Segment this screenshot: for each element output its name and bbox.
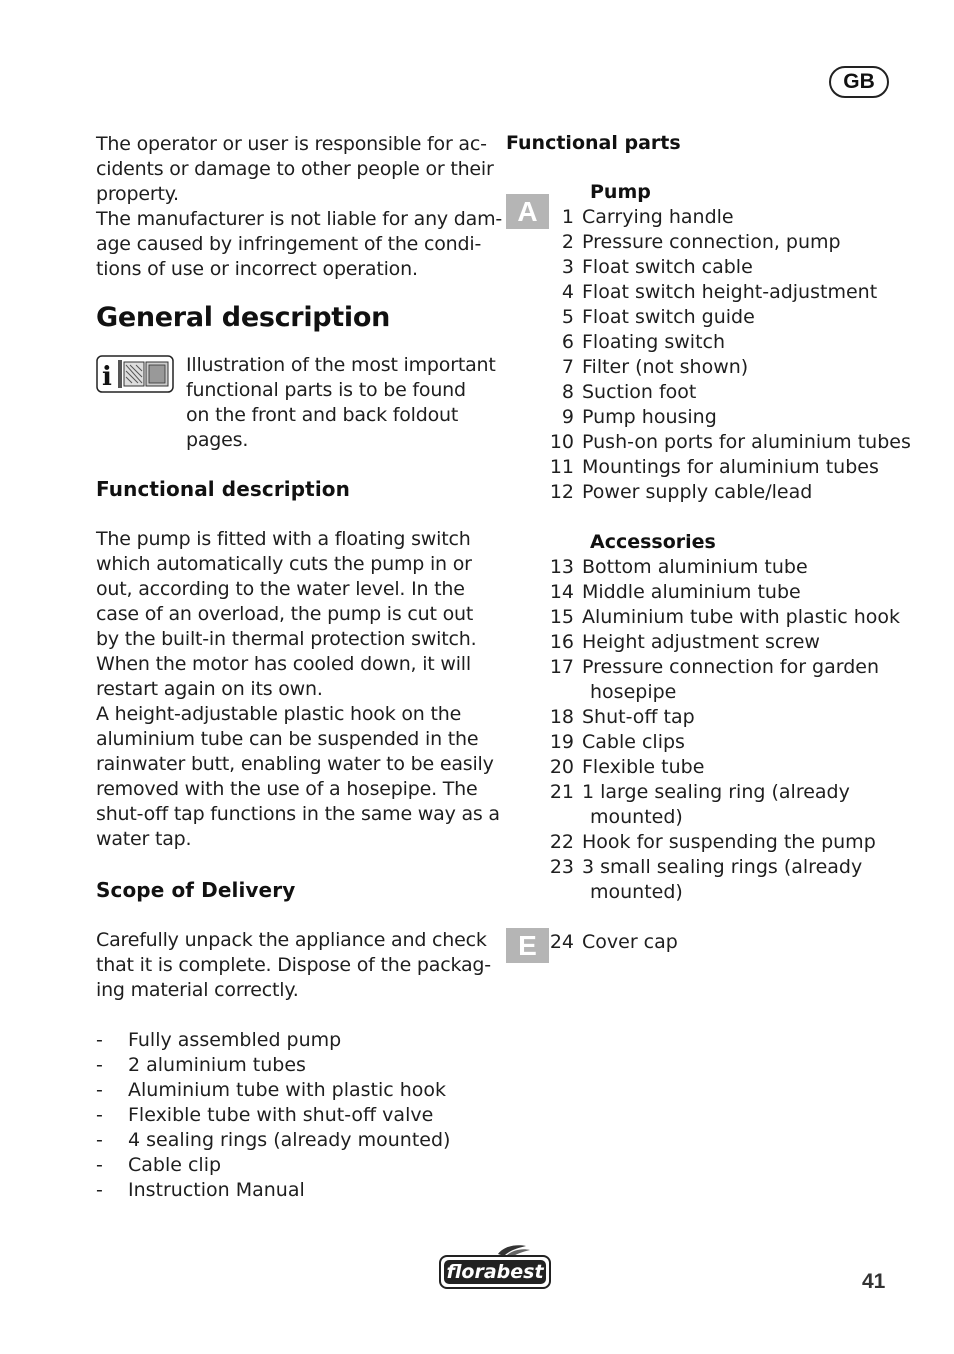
text-line: The pump is fitted with a floating switch [96,528,471,550]
accessories-subheading: Accessories [590,531,716,553]
text-line: removed with the use of a hosepipe. The [96,778,478,800]
list-item: - 4 sealing rings (already mounted) [96,1129,451,1151]
part-row: 23 3 small sealing rings (already [549,856,863,878]
svg-text:i: i [102,362,112,392]
text-line: restart again on its own. [96,678,323,700]
part-row-continuation: hosepipe [590,681,677,703]
text-line: tions of use or incorrect operation. [96,258,418,280]
part-row: 21 1 large sealing ring (already [549,781,850,803]
list-item: - Fully assembled pump [96,1029,342,1051]
list-item: - Instruction Manual [96,1179,305,1201]
language-badge: GB [829,66,889,98]
part-row: 22 Hook for suspending the pump [549,831,876,853]
text-line: out, according to the water level. In the [96,578,465,600]
intro-paragraph [96,132,503,282]
info-text [186,353,496,453]
part-row: 4 Float switch height-adjustment [561,281,878,303]
info-note [96,353,496,453]
delivery-items-list [96,1028,481,1203]
part-row: 15 Aluminium tube with plastic hook [549,606,901,628]
part-row: 10 Push-on ports for aluminium tubes [549,431,911,453]
text-line: The manufacturer is not liable for any dam- [96,208,503,230]
part-row-continuation: mounted) [590,806,683,828]
part-row: 1 Carrying handle [561,206,734,228]
text-line: cidents or damage to other people or their [96,158,494,180]
accessories-list [506,530,926,905]
part-row: 18 Shut-off tap [549,706,695,728]
pump-parts-list [506,180,926,505]
functional-description-heading: Functional description [96,477,350,501]
left-column [96,132,503,1203]
text-line: property. [96,183,179,205]
part-row: 13 Bottom aluminium tube [549,556,808,578]
text-line: water tap. [96,828,192,850]
list-item: - Cable clip [96,1154,222,1176]
text-line: ing material correctly. [96,979,299,1001]
scope-of-delivery-text [96,928,491,1003]
part-row: 17 Pressure connection for garden [549,656,880,678]
scope-of-delivery-heading: Scope of Delivery [96,878,296,902]
part-row: 3 Float switch cable [561,256,753,278]
functional-parts-heading: Functional parts [506,132,681,154]
text-line: functional parts is to be found [186,379,466,401]
list-item: - 2 aluminium tubes [96,1054,306,1076]
part-row-continuation: mounted) [590,881,683,903]
text-line: Illustration of the most important [186,354,496,376]
text-line: on the front and back foldout [186,404,459,426]
page-number: 41 [862,1270,886,1293]
text-line: The operator or user is responsible for ac- [96,133,487,155]
section-marker-a: A [506,194,549,229]
part-row: 9 Pump housing [561,406,717,428]
part-row: 7 Filter (not shown) [561,356,749,378]
part-row: 2 Pressure connection, pump [561,231,841,253]
part-row: 20 Flexible tube [549,756,705,778]
part-row: 19 Cable clips [549,731,685,753]
text-line: age caused by infringement of the condi- [96,233,482,255]
part-row: 5 Float switch guide [561,306,755,328]
text-line: aluminium tube can be suspended in the [96,728,479,750]
list-item: - Flexible tube with shut-off valve [96,1104,434,1126]
florabest-logo [438,1244,552,1290]
part-row: 11 Mountings for aluminium tubes [549,456,879,478]
logo-text: florabest [446,1261,544,1283]
text-line: A height-adjustable plastic hook on the [96,703,462,725]
cover-cap-row: 24 Cover cap [549,931,678,953]
text-line: rainwater butt, enabling water to be easily [96,753,494,775]
part-row: 6 Floating switch [561,331,726,353]
part-row: 12 Power supply cable/lead [549,481,813,503]
text-line: which automatically cuts the pump in or [96,553,472,575]
text-line: Carefully unpack the appliance and check [96,929,487,951]
text-line: pages. [186,429,249,451]
text-line: When the motor has cooled down, it will [96,653,471,675]
list-item: - Aluminium tube with plastic hook [96,1079,447,1101]
general-description-heading: General description [96,302,391,333]
functional-description-text [96,527,500,852]
part-row: 16 Height adjustment screw [549,631,820,653]
part-row: 8 Suction foot [561,381,697,403]
part-row: 14 Middle aluminium tube [549,581,801,603]
text-line: case of an overload, the pump is cut out [96,603,474,625]
info-book-icon [96,355,174,393]
right-column [506,132,926,955]
section-marker-e: E [506,928,549,963]
text-line: that it is complete. Dispose of the packag- [96,954,491,976]
text-line: by the built-in thermal protection switch. [96,628,477,650]
pump-subheading: Pump [590,181,651,203]
text-line: shut-off tap functions in the same way as a [96,803,500,825]
